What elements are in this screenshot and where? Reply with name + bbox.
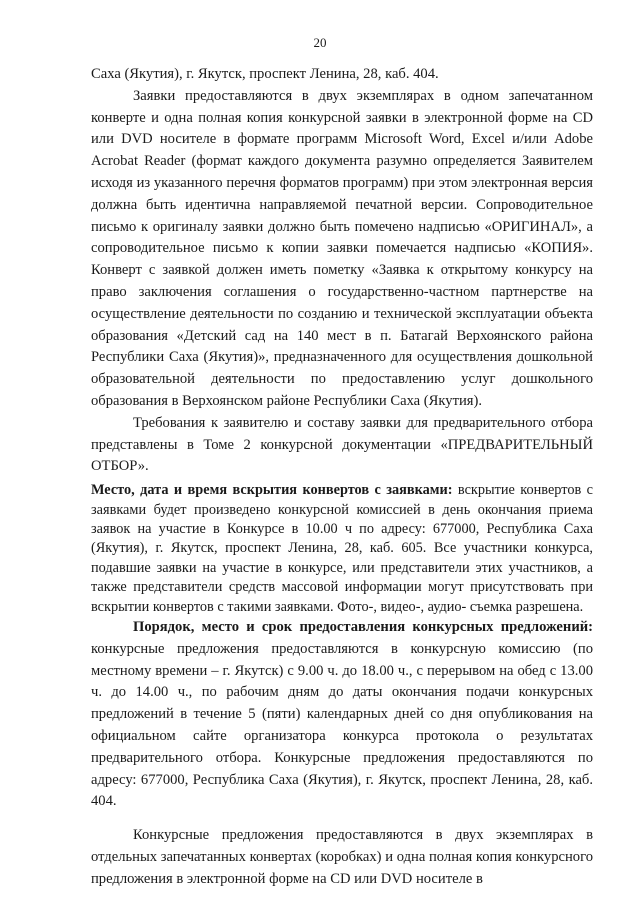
- envelope-opening-heading: Место, дата и время вскрытия конвертов с заявками:: [91, 482, 453, 499]
- proposal-submission-heading: Порядок, место и срок предоставления конкурсных предложений:: [133, 618, 593, 635]
- proposal-submission-text: конкурсные предложения предоставляются в конкурсную комиссию (по местному времени – г. Якутск) с 9.00 ч. до 18.00 ч., с перерывом на обед с 13.00 ч. до 14.00 ч., по рабочим дням до даты окончания подачи конкурсных предложений в течение 5 (пяти) календарных дней со дня опубликования на официальном сайте организатора конкурса протокола о результатах предварительного отбора. Конкурсные предложения предоставляются по адресу: 677000, Республика Саха (Якутия), г. Якутск, проспект Ленина, 28, каб. 404.: [91, 640, 593, 810]
- paragraph-submission-format: Заявки предоставляются в двух экземплярах в одном запечатанном конверте и одна полная копия конкурсной заявки в электронной форме на CD или DVD носителе в формате программ Microsoft Word, Excel и/или Adobe Acrobat Reader (формат каждого документа разумно определяется Заявителем исходя из указанного перечня форматов программ) при этом электронная версия должна быть идентична направляемой печатной версии. Сопроводительное письмо к оригиналу заявки должно быть помечено надписью «ОРИГИНАЛ», а сопроводительное письмо к копии заявки помечается надписью «КОПИЯ». Конверт с заявкой должен иметь пометку «Заявка к открытому конкурсу на право заключения соглашения о государственно-частном партнерстве на осуществление деятельности по созданию и технической эксплуатации объекта образования «Детский сад на 140 мест в п. Батагай Верхоянского района Республики Саха (Якутия)», предназначенного для осуществления дошкольной образовательной деятельности по предоставлению услуг дошкольного образования в Верхоянском районе Республики Саха (Якутия).: [91, 87, 593, 409]
- paragraph-prequalification-requirements: Требования к заявителю и составу заявки для предварительного отбора представлены в Томе 2 конкурсной документации «ПРЕДВАРИТЕЛЬНЫЙ ОТБОР».: [91, 414, 593, 475]
- paragraph-proposal-submission: [91, 617, 593, 813]
- document-body: [91, 64, 593, 891]
- paragraph-proposal-copies: Конкурсные предложения предоставляются в двух экземплярах в отдельных запечатанных конвертах (коробках) и одна полная копия конкурсного предложения в электронной форме на CD или DVD носителе в: [91, 827, 593, 887]
- paragraph-address-continuation: Саха (Якутия), г. Якутск, проспект Ленина, 28, каб. 404.: [91, 66, 439, 82]
- envelope-opening-text: вскрытие конвертов с заявками будет произведено конкурсной комиссией в день окончания приема заявок на участие в Конкурсе в 10.00 ч по адресу: 677000, Республика Саха (Якутия), г. Якутск, проспект Ленина, 28, каб. 605. Все участники конкурса, подавшие заявки на участие в конкурсе, или представители этих участников, а также представители средств массовой информации могут присутствовать при вскрытии конвертов с такими заявками. Фото-, видео-, аудио- съемка разрешена.: [91, 482, 593, 615]
- paragraph-envelope-opening: [91, 481, 593, 617]
- page-number: 20: [313, 35, 327, 50]
